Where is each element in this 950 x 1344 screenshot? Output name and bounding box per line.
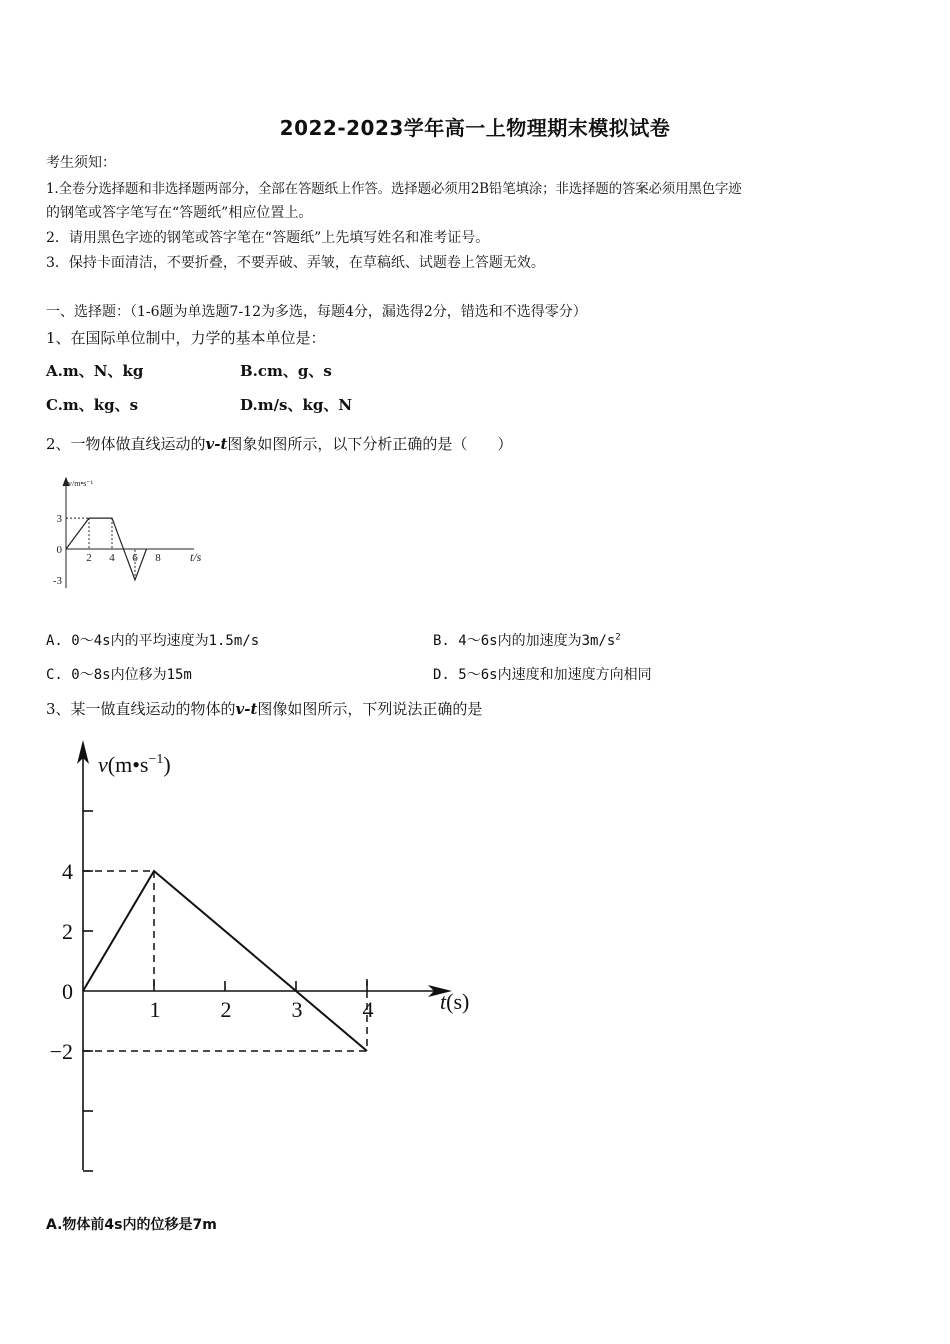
q2-option-c-text: C. 0～8s内位移为15m	[46, 667, 192, 683]
q3-stem	[46, 698, 482, 719]
q2-option-b-text: B. 4～6s内的加速度为3m/s	[433, 633, 616, 649]
q3-stem-var: v-t	[235, 700, 258, 718]
x-tick-label: 4	[362, 997, 374, 1022]
notice-line-2: 2．请用黑色字迹的钢笔或答字笔在“答题纸”上先填写姓名和准考证号。	[46, 230, 490, 246]
q1-option-a: A.m、N、kg	[46, 362, 144, 380]
q3-option-a: A.物体前4s内的位移是7m	[46, 1217, 217, 1233]
x-tick-label: 1	[149, 997, 161, 1022]
notice-line-3: 3．保持卡面清洁，不要折叠，不要弄破、弄皱，在草稿纸、试题卷上答题无效。	[46, 255, 545, 271]
q2-option-a	[46, 630, 259, 650]
q3-vt-chart	[40, 730, 490, 1180]
q2-option-b	[433, 630, 621, 650]
notice-line-1: 1.全卷分选择题和非选择题两部分，全部在答题纸上作答。选择题必须用2B铅笔填涂；非选择题的答案必须用黑色字迹	[46, 181, 742, 197]
q3-stem-post: 图像如图所示，下列说法正确的是	[257, 700, 483, 718]
q1-option-d: D.m/s、kg、N	[240, 396, 353, 414]
x-axis-label: t(s)	[440, 989, 470, 1014]
y-tick-label: -3	[52, 574, 62, 587]
notice-line-1-cont: 的钢笔或答字笔写在“答题纸”相应位置上。	[46, 205, 313, 221]
y-tick-label: 0	[62, 979, 73, 1004]
x-tick-label: 8	[155, 552, 161, 564]
y-tick-label: 3	[56, 513, 62, 526]
q2-stem-var: v-t	[205, 435, 228, 453]
q1-option-c: C.m、kg、s	[46, 396, 139, 414]
q2-stem	[46, 433, 512, 454]
q2-option-d	[433, 664, 652, 684]
x-tick-label: 3	[291, 997, 303, 1022]
q2-stem-post: 图象如图所示，以下分析正确的是（ ）	[227, 435, 513, 453]
y-axis-label: $v(m•s^{-1})$	[98, 752, 171, 777]
y-tick-label: 4	[62, 859, 73, 884]
y-tick-label: 0	[56, 544, 62, 556]
q1-option-b: B.cm、g、s	[240, 362, 332, 380]
x-tick-label: 4	[109, 552, 115, 564]
q3-stem-pre: 3、某一做直线运动的物体的	[46, 700, 236, 718]
notice-heading: 考生须知：	[46, 155, 116, 171]
series-line	[83, 871, 367, 1051]
y-axis-label: v/m•s⁻¹	[68, 479, 93, 488]
q2-stem-pre: 2、一物体做直线运动的	[46, 435, 206, 453]
y-tick-label: 2	[62, 919, 73, 944]
y-tick-label: −2	[49, 1039, 73, 1064]
page-title: 2022-2023学年高一上物理期末模拟试卷	[279, 116, 671, 140]
q2-option-c	[46, 664, 192, 684]
q2-option-d-text: D. 5～6s内速度和加速度方向相同	[433, 667, 652, 683]
section-heading: 一、选择题：（1-6题为单选题7-12为多选，每题4分，漏选得2分，错选和不选得零分）	[46, 304, 587, 320]
x-tick-label: 2	[86, 552, 92, 564]
q1-stem: 1、在国际单位制中，力学的基本单位是：	[46, 329, 326, 347]
x-tick-label: 2	[220, 997, 232, 1022]
x-axis-label: t/s	[190, 550, 202, 564]
q2-option-a-text: A. 0～4s内的平均速度为1.5m/s	[46, 633, 260, 649]
q2-option-b-sup: 2	[615, 632, 621, 643]
x-tick-label: 6	[132, 552, 138, 564]
q2-vt-chart	[44, 470, 224, 600]
